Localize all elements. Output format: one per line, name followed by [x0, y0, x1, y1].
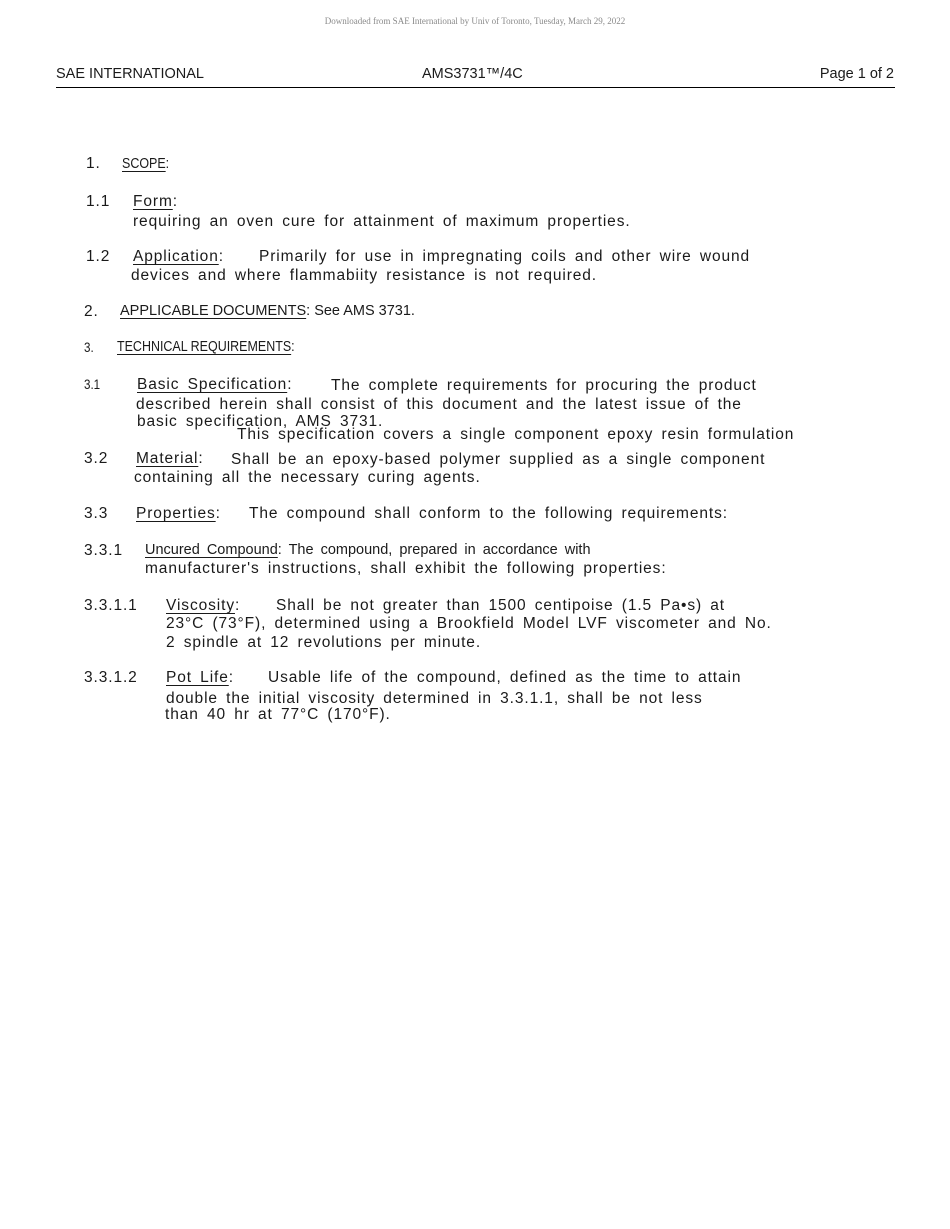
section-3-3-1-1-number: 3.3.1.1 [84, 597, 138, 614]
section-3-3-1-2-text-line-2: double the initial viscosity determined in 3.3.1.1, shall be not less [166, 690, 703, 707]
section-3-2-text-line-1: Shall be an epoxy-based polymer supplied as a single component [231, 451, 766, 468]
section-3-2-heading: Material: [136, 450, 204, 467]
section-3-3-text-line-1: The compound shall conform to the following requirements: [249, 505, 728, 522]
section-3-3-number: 3.3 [84, 505, 109, 522]
section-3-3-1-1-heading: Viscosity: [166, 597, 241, 614]
section-3-2-text-line-2: containing all the necessary curing agents. [134, 469, 481, 486]
section-3-3-1-1-text-line-2: 23°C (73°F), determined using a Brookfield Model LVF viscometer and No. [166, 615, 772, 632]
section-3-3-1-heading: Uncured Compound: The compound, prepared in accordance with [145, 542, 591, 558]
section-1-1-text-line-2: requiring an oven cure for attainment of maximum properties. [133, 213, 631, 230]
section-3-3-1-text-line-2: manufacturer's instructions, shall exhibit the following properties: [145, 560, 667, 577]
section-3-1-number: 3.1 [84, 377, 101, 392]
section-3-3-1-2-text-line-1: Usable life of the compound, defined as the time to attain [268, 669, 742, 686]
section-1-heading: SCOPE: [122, 156, 170, 172]
section-3-3-1-1-text-line-3: 2 spindle at 12 revolutions per minute. [166, 634, 482, 651]
section-3-1-text-line-2: described herein shall consist of this document and the latest issue of the [136, 396, 742, 413]
section-1-2-number: 1.2 [86, 248, 111, 265]
section-3-number: 3. [84, 340, 94, 355]
section-3-1-text-line-1: The complete requirements for procuring the product [331, 377, 757, 394]
section-3-3-1-2-text-line-3: than 40 hr at 77°C (170°F). [165, 706, 391, 723]
section-2-number: 2. [84, 303, 99, 320]
header-doc-id: AMS3731™/4C [422, 66, 523, 82]
header-org: SAE INTERNATIONAL [56, 66, 204, 82]
section-1-2-text-line-1: Primarily for use in impregnating coils and other wire wound [259, 248, 751, 265]
section-3-3-heading: Properties: [136, 505, 221, 522]
header-page-number: Page 1 of 2 [819, 66, 894, 82]
section-3-3-1-2-heading: Pot Life: [166, 669, 234, 686]
section-1-1-heading: Form: [133, 193, 178, 210]
section-1-2-text-line-2: devices and where flammabiity resistance is not required. [131, 267, 598, 284]
section-1-1-text-line-1: This specification covers a single component epoxy resin formulation [237, 426, 795, 443]
section-1-1-number: 1.1 [86, 193, 111, 210]
section-3-3-1-1-text-line-1: Shall be not greater than 1500 centipoise (1.5 Pa•s) at [276, 597, 725, 614]
section-3-3-1-2-number: 3.3.1.2 [84, 669, 138, 686]
download-notice: Downloaded from SAE International by Univ of Toronto, Tuesday, March 29, 2022 [324, 16, 626, 26]
section-3-heading: TECHNICAL REQUIREMENTS: [117, 339, 295, 355]
section-3-1-text-line-3: basic specification, AMS 3731. [137, 413, 384, 430]
header-rule [56, 87, 895, 88]
section-3-1-heading: Basic Specification: [137, 376, 293, 393]
section-1-number: 1. [86, 155, 101, 172]
section-1-2-heading: Application: [133, 248, 224, 265]
section-3-3-1-number: 3.3.1 [84, 542, 123, 559]
section-2-heading: APPLICABLE DOCUMENTS: See AMS 3731. [120, 303, 415, 319]
section-3-2-number: 3.2 [84, 450, 109, 467]
